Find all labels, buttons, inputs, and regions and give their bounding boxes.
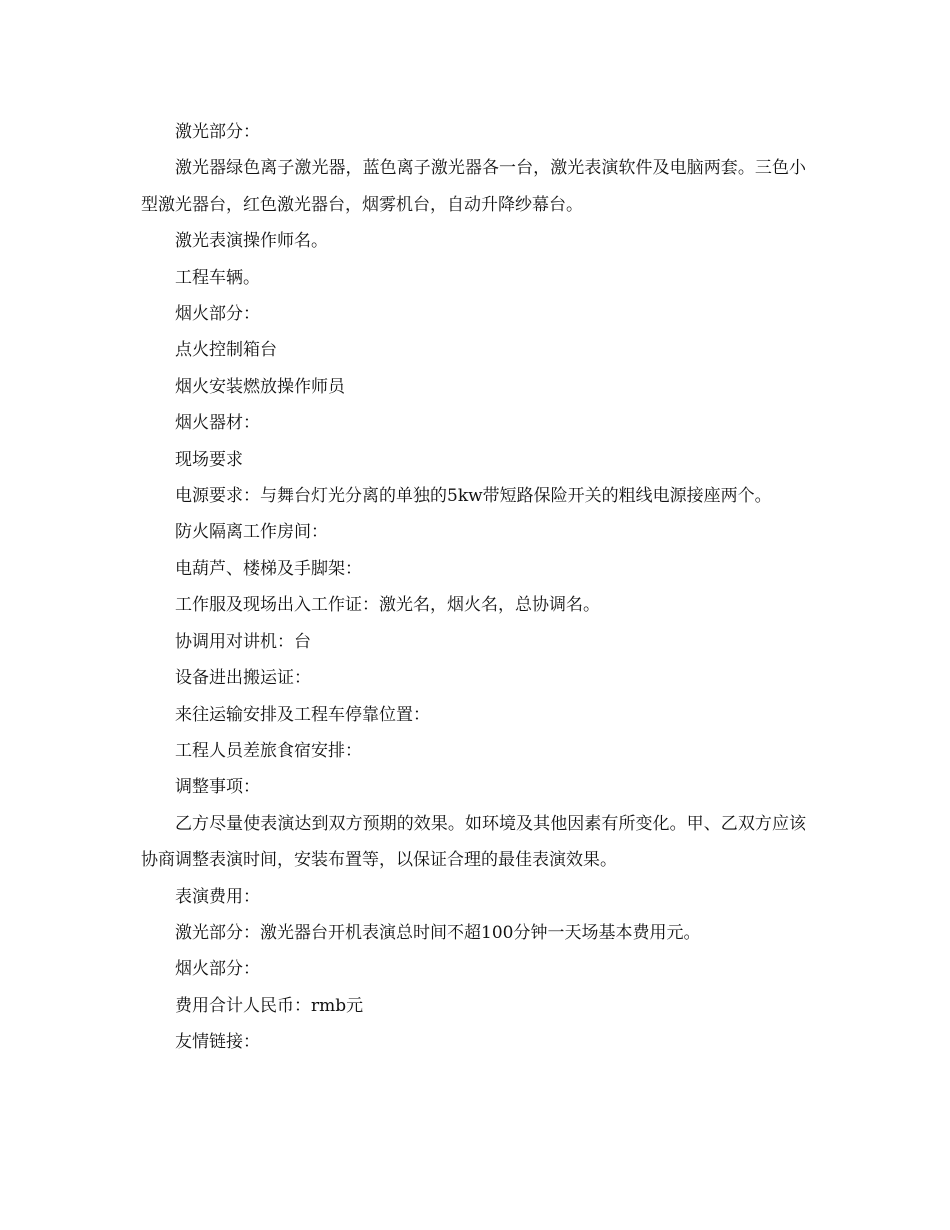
paragraph-adjustments-body: 乙方尽量使表演达到双方预期的效果。如环境及其他因素有所变化。甲、乙双方应该协商调整表演时间，安装布置等，以保证合理的最佳表演效果。 [141,813,806,871]
paragraph-equipment-pass: 设备进出搬运证： [175,668,311,689]
paragraph-walkie-talkies: 协调用对讲机：台 [175,631,311,652]
paragraph-fireworks-fees: 烟火部分： [175,959,260,980]
paragraph-hoist-ladder-scaffold: 电葫芦、楼梯及手脚架： [175,558,362,579]
paragraph-power-requirements: 电源要求：与舞台灯光分离的单独的5kw带短路保险开关的粗线电源接座两个。 [175,486,772,507]
paragraph-laser-fees: 激光部分：激光器台开机表演总时间不超100分钟一天场基本费用元。 [175,922,701,943]
paragraph-fireworks-section: 烟火部分： [175,304,260,325]
paragraph-laser-section: 激光部分： [175,122,260,142]
paragraph-performance-fees: 表演费用： [175,886,260,907]
paragraph-laser-operators: 激光表演操作师名。 [175,231,328,252]
paragraph-engineering-vehicles: 工程车辆。 [175,267,260,288]
paragraph-friendly-links: 友情链接： [175,1032,260,1053]
paragraph-site-requirements: 现场要求 [175,449,243,470]
paragraph-adjustments-heading: 调整事项： [175,777,260,798]
paragraph-travel-lodging: 工程人员差旅食宿安排： [175,740,362,761]
paragraph-fire-isolation-room: 防火隔离工作房间： [175,522,328,543]
paragraph-total-fees: 费用合计人民币：rmb元 [175,995,364,1016]
document-body [141,114,806,1061]
paragraph-fireworks-materials: 烟火器材： [175,413,260,434]
paragraph-ignition-control-box: 点火控制箱台 [175,340,277,361]
paragraph-laser-equipment: 激光器绿色离子激光器，蓝色离子激光器各一台，激光表演软件及电脑两套。三色小型激光器台，红色激光器台，烟雾机台，自动升降纱幕台。 [141,158,806,215]
paragraph-transport-parking: 来往运输安排及工程车停靠位置： [175,704,430,725]
paragraph-fireworks-operators: 烟火安装燃放操作师员 [175,376,345,397]
paragraph-work-clothes-passes: 工作服及现场出入工作证：激光名，烟火名，总协调名。 [175,595,600,616]
